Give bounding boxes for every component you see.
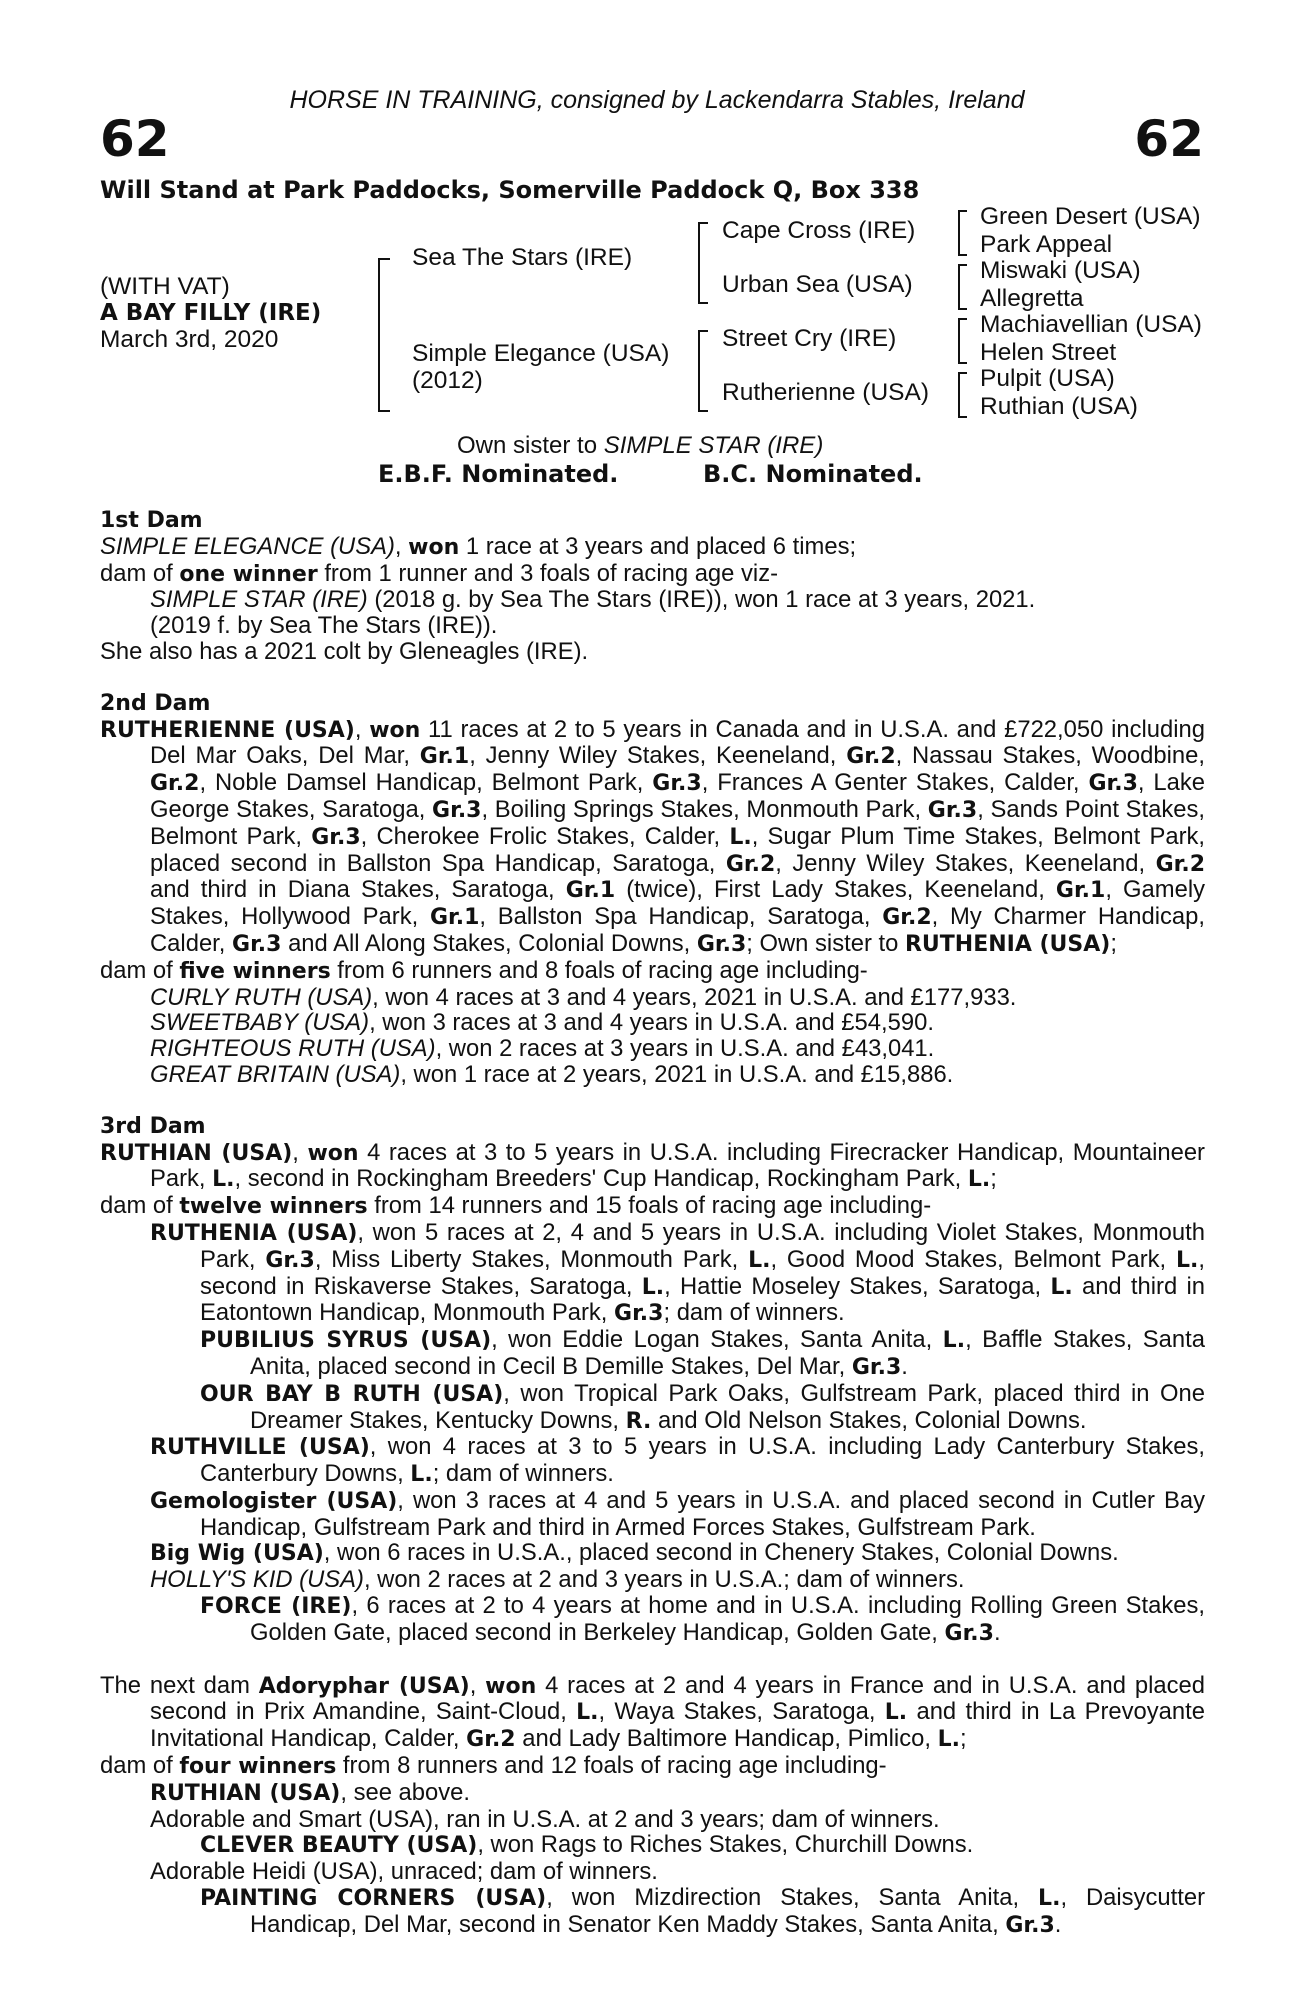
produce-entry: OUR BAY B RUTH (USA), won Tropical Park Oaks, Gulfstream Park, placed third in One Dreamer Stakes, Kentucky Downs, R. and Old Nelson Stakes, Colonial Downs. [200, 1379, 1205, 1434]
pedigree-g6: Helen Street [980, 339, 1117, 366]
vat-note: (WITH VAT) [100, 273, 230, 300]
pedigree-dam-dam: Rutherienne (USA) [722, 379, 929, 406]
pedigree-dam: Simple Elegance (USA) [412, 340, 670, 367]
pedigree-brace-g1 [958, 210, 967, 256]
produce-entry: Big Wig (USA), won 6 races in U.S.A., placed second in Chenery Stakes, Colonial Downs. [150, 1539, 1119, 1567]
dam-record: SIMPLE ELEGANCE (USA), won 1 race at 3 years and placed 6 times; [100, 532, 857, 560]
produce-entry: SWEETBABY (USA), won 3 races at 3 and 4 years in U.S.A. and £54,590. [150, 1009, 934, 1037]
produce-entry: CLEVER BEAUTY (USA), won Rags to Riches Stakes, Churchill Downs. [200, 1831, 974, 1859]
produce-entry: GREAT BRITAIN (USA), won 1 race at 2 years, 2021 in U.S.A. and £15,886. [150, 1060, 954, 1088]
pedigree-g5: Machiavellian (USA) [980, 311, 1202, 338]
lot-number-right: 62 [1134, 110, 1204, 168]
pedigree-g7: Pulpit (USA) [980, 365, 1115, 392]
produce-entry: PUBILIUS SYRUS (USA), won Eddie Logan Stakes, Santa Anita, L., Baffle Stakes, Santa Anita, placed second in Cecil B Demille Stakes, Del Mar, Gr.3. [200, 1326, 1205, 1380]
first-dam-section [100, 508, 1205, 665]
produce-entry: SIMPLE STAR (IRE) (2018 g. by Sea The Stars (IRE)), won 1 race at 3 years, 2021. [150, 586, 1036, 614]
pedigree-brace-main [378, 258, 390, 412]
pedigree-dam-sire: Street Cry (IRE) [722, 325, 897, 352]
pedigree-sire-sire: Cape Cross (IRE) [722, 217, 916, 244]
next-dam-section [100, 1673, 1205, 1939]
foaling-date: March 3rd, 2020 [100, 326, 279, 353]
bc-nomination: B.C. Nominated. [703, 460, 923, 488]
produce-entry: CURLY RUTH (USA), won 4 races at 3 and 4 years, 2021 in U.S.A. and £177,933. [150, 983, 1017, 1011]
produce-entry: RIGHTEOUS RUTH (USA), won 2 races at 3 years in U.S.A. and £43,041. [150, 1035, 935, 1063]
horse-name: A BAY FILLY (IRE) [100, 300, 322, 326]
produce-entry: HOLLY'S KID (USA), won 2 races at 2 and 3 years in U.S.A.; dam of winners. [150, 1566, 965, 1594]
own-sister-note: Own sister to SIMPLE STAR (IRE) [457, 432, 824, 459]
pedigree-g8: Ruthian (USA) [980, 393, 1138, 420]
dam-record: RUTHERIENNE (USA), won 11 races at 2 to 5 years in Canada and in U.S.A. and £722,050 including Del Mar Oaks, Del Mar, Gr.1, Jenny Wiley Stakes, Keeneland, Gr.2, Nassau Stakes, Woodbine, Gr.2, Noble Damsel Handicap, Belmont Park, Gr.3, Frances A Genter Stakes, Calder, Gr.3, Lake George Stakes, Saratoga, Gr.3, Boiling Springs Stakes, Monmouth Park, Gr.3, Sands Point Stakes, Belmont Park, Gr.3, Cherokee Frolic Stakes, Calder, L., Sugar Plum Time Stakes, Belmont Park, placed second in Ballston Spa Handicap, Saratoga, Gr.2, Jenny Wiley Stakes, Keeneland, Gr.2 and third in Diana Stakes, Saratoga, Gr.1 (twice), First Lady Stakes, Keeneland, Gr.1, Gamely Stakes, Hollywood Park, Gr.1, Ballston Spa Handicap, Saratoga, Gr.2, My Charmer Handicap, Calder, Gr.3 and All Along Stakes, Colonial Downs, Gr.3; Own sister to RUTHENIA (USA); [100, 715, 1206, 957]
pedigree-sire: Sea The Stars (IRE) [412, 244, 633, 271]
pedigree-dam-year: (2012) [412, 367, 483, 394]
pedigree-sire-dam: Urban Sea (USA) [722, 271, 913, 298]
produce-entry: RUTHVILLE (USA), won 4 races at 3 to 5 years in U.S.A. including Lady Canterbury Stakes, Canterbury Downs, L.; dam of winners. [150, 1433, 1205, 1488]
produce-entry: FORCE (IRE), 6 races at 2 to 4 years at home and in U.S.A. including Rolling Green Stakes, Golden Gate, placed second in Berkeley Handicap, Golden Gate, Gr.3. [200, 1592, 1205, 1646]
produce-entry: Gemologister (USA), won 3 races at 4 and 5 years in U.S.A. and placed second in Cutler Bay Handicap, Gulfstream Park and third in Armed Forces Stakes, Gulfstream Park. [150, 1486, 1205, 1541]
pedigree-brace-g2 [958, 264, 967, 310]
produce-entry: PAINTING CORNERS (USA), won Mizdirection Stakes, Santa Anita, L., Daisycutter Handicap, Del Mar, second in Senator Ken Maddy Stakes, Santa Anita, Gr.3. [200, 1884, 1205, 1938]
second-dam-section [100, 691, 1205, 1088]
third-dam-section [100, 1114, 1205, 1647]
produce-note: She also has a 2021 colt by Gleneagles (IRE). [100, 637, 589, 665]
section-heading: 1st Dam [100, 508, 203, 533]
produce-entry: Adorable and Smart (USA), ran in U.S.A. at 2 and 3 years; dam of winners. [150, 1805, 940, 1833]
dam-produce-summary: dam of one winner from 1 runner and 3 foals of racing age viz- [100, 559, 779, 587]
section-heading: 2nd Dam [100, 690, 211, 716]
pedigree-g2: Park Appeal [980, 231, 1113, 258]
pedigree-g1: Green Desert (USA) [980, 203, 1201, 230]
produce-entry: (2019 f. by Sea The Stars (IRE)). [150, 612, 498, 640]
produce-entry: Adorable Heidi (USA), unraced; dam of winners. [150, 1858, 658, 1886]
dam-record: RUTHIAN (USA), won 4 races at 3 to 5 years in U.S.A. including Firecracker Handicap, Mountaineer Park, L., second in Rockingham Breeders' Cup Handicap, Rockingham Park, L.; [100, 1138, 1205, 1193]
section-heading: 3rd Dam [100, 1113, 206, 1139]
pedigree-brace-g4 [958, 372, 967, 418]
lot-number-left: 62 [100, 110, 170, 168]
produce-entry: RUTHIAN (USA), see above. [150, 1778, 471, 1806]
pedigree-brace-g3 [958, 318, 967, 364]
ebf-nomination: E.B.F. Nominated. [378, 460, 619, 488]
pedigree-g3: Miswaki (USA) [980, 257, 1141, 284]
catalogue-header: HORSE IN TRAINING, consigned by Lackendarra Stables, Ireland [289, 86, 1025, 114]
dam-produce-summary: dam of four winners from 8 runners and 12 foals of racing age including- [100, 1752, 887, 1780]
produce-entry: RUTHENIA (USA), won 5 races at 2, 4 and 5 years in U.S.A. including Violet Stakes, Monmouth Park, Gr.3, Miss Liberty Stakes, Monmouth Park, L., Good Mood Stakes, Belmont Park, L., second in Riskaverse Stakes, Saratoga, L., Hattie Moseley Stakes, Saratoga, L. and third in Eatontown Handicap, Monmouth Park, Gr.3; dam of winners. [150, 1218, 1205, 1327]
pedigree-brace-sire [698, 222, 708, 304]
dam-produce-summary: dam of five winners from 6 runners and 8 foals of racing age including- [100, 956, 868, 984]
pedigree-g4: Allegretta [980, 285, 1084, 312]
pedigree-brace-dam [698, 330, 708, 412]
stand-location: Will Stand at Park Paddocks, Somerville Paddock Q, Box 338 [100, 176, 920, 204]
catalogue-body [100, 508, 1205, 1939]
dam-produce-summary: dam of twelve winners from 14 runners and 15 foals of racing age including- [100, 1192, 932, 1220]
dam-record: The next dam Adoryphar (USA), won 4 races at 2 and 4 years in France and in U.S.A. and placed second in Prix Amandine, Saint-Cloud, L., Waya Stakes, Saratoga, L. and third in La Prevoyante Invitational Handicap, Calder, Gr.2 and Lady Baltimore Handicap, Pimlico, L.; [100, 1671, 1205, 1753]
